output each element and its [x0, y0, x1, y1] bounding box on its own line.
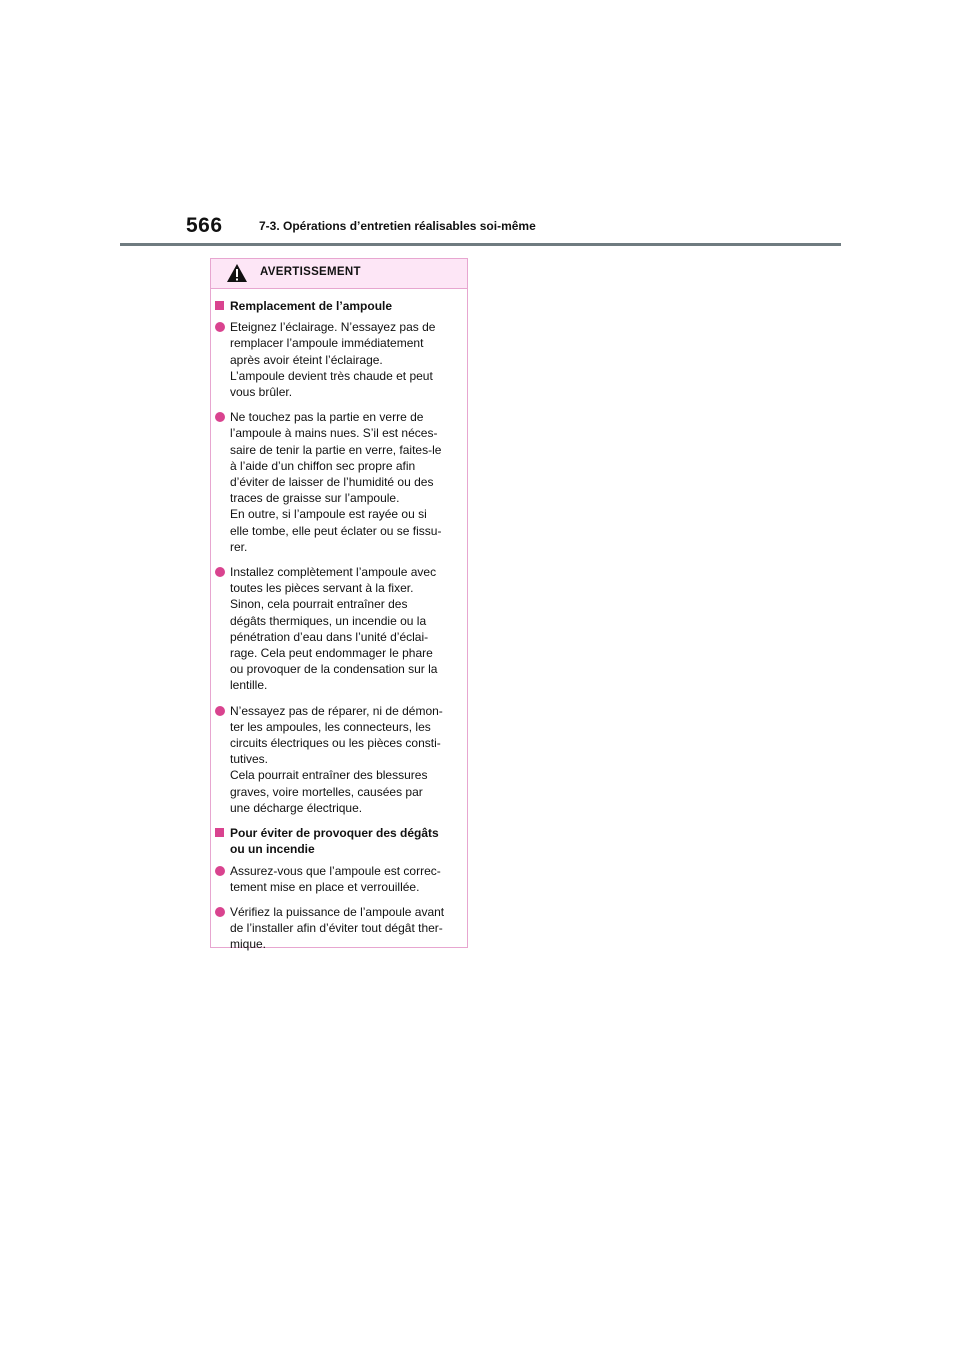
list-item-text: Vérifiez la puissance de l’ampoule avant de l’installer afin d’éviter tout dégât ther- mique.: [230, 904, 445, 952]
warning-header: [211, 259, 467, 289]
section-heading: [215, 825, 461, 857]
round-bullet-icon: [215, 907, 225, 917]
list-item: [215, 564, 461, 694]
list-item-text: Eteignez l’éclairage. N’essayez pas de remplacer l’ampoule immédiatement après avoir éteint l’éclairage. L’ampoule devient très chaude et peut vous brûler.: [230, 320, 436, 400]
round-bullet-icon: [215, 322, 225, 332]
round-bullet-icon: [215, 706, 225, 716]
round-bullet-icon: [215, 412, 225, 422]
list-item: [215, 409, 461, 555]
round-bullet-icon: [215, 866, 225, 876]
list-item: [215, 703, 461, 816]
list-item-text: Assurez-vous que l’ampoule est correc- tement mise en place et verrouillée.: [230, 863, 441, 894]
section-heading-text: Pour éviter de provoquer des dégâts ou un incendie: [230, 826, 439, 857]
list-item: [215, 319, 461, 400]
header-rule: [120, 243, 841, 246]
list-item-text: Installez complètement l’ampoule avec toutes les pièces servant à la fixer. Sinon, cela pourrait entraîner des dégâts thermiques, un incendie ou la pénétration d’eau dans l’unité d’éclai- rage. Cela peut endommager le phare ou provoquer de la condensation sur la lentille.: [230, 565, 438, 693]
list-item: [215, 863, 461, 895]
list-item-text: Ne touchez pas la partie en verre de l’ampoule à mains nues. S’il est néces- saire de tenir la partie en verre, faites-le à l’aide d’un chiffon sec propre afin d’éviter de laisser de l’humidité ou des traces de graisse sur l’ampoule. En outre, si l’ampoule est rayée ou si elle tombe, elle peut éclater ou se fissu- rer.: [230, 410, 442, 554]
square-bullet-icon: [215, 828, 224, 837]
warning-box: [210, 258, 468, 952]
square-bullet-icon: [215, 301, 224, 310]
section-heading-text: Remplacement de l’ampoule: [230, 299, 393, 313]
section-title: 7-3. Opérations d’entretien réalisables soi-même: [259, 219, 536, 233]
warning-body: [211, 289, 467, 953]
warning-triangle-icon: [226, 263, 248, 283]
warning-title: AVERTISSEMENT: [260, 266, 361, 278]
list-item: [215, 904, 461, 953]
round-bullet-icon: [215, 567, 225, 577]
section-heading: [215, 298, 461, 314]
page-number: 566: [186, 214, 223, 237]
list-item-text: N’essayez pas de réparer, ni de démon- ter les ampoules, les connecteurs, les circuits électriques ou les pièces consti- tutives. Cela pourrait entraîner des blessures graves, voire mortelles, causées par une décharge électrique.: [230, 703, 443, 815]
